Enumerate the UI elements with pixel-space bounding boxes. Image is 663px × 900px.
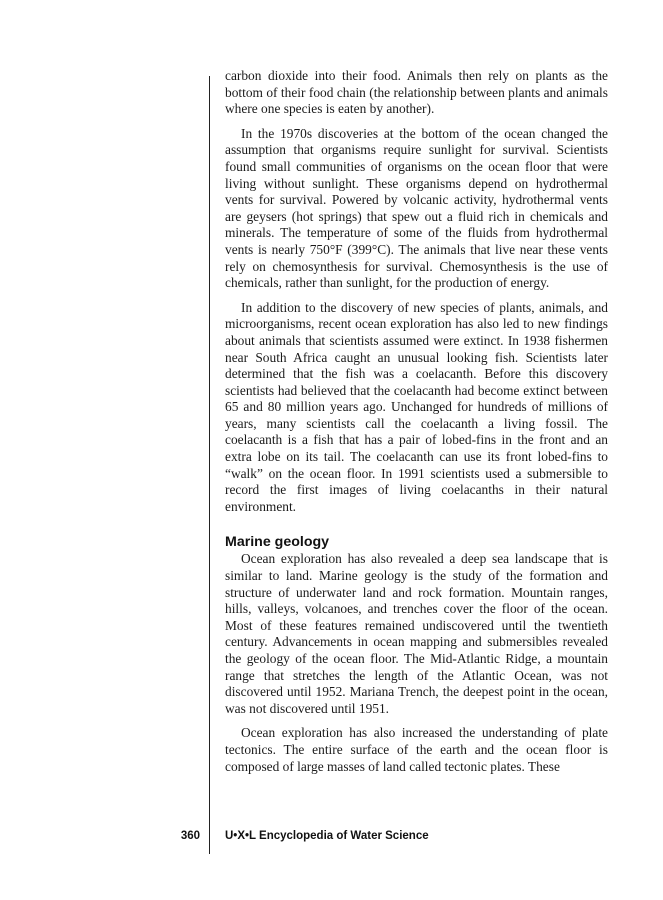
margin-rule (209, 76, 210, 854)
section-heading-marine-geology: Marine geology (225, 534, 330, 551)
paragraph-carbon-dioxide: carbon dioxide into their food. Animals then rely on plants as the bottom of their food chain (the relationship between plants and animals where one species is eaten by another). (225, 68, 608, 117)
paragraph-coelacanth: In addition to the discovery of new species of plants, animals, and microorganisms, recent ocean exploration has also led to new findings about animals that scientists assumed were extinct. In 1938 fishermen near South Africa caught an unusual looking fish. Scientists later determined that the fish was a coelacanth. Before this discovery scientists had believed that the coelacanth had become extinct between 65 and 80 million years ago. Unchanged for hundreds of millions of years, many scientists call the coelacanth a living fossil. The coelacanth is a fish that has a pair of lobed-fins in the front and an extra lobe on its tail. The coelacanth can use its front lobed-fins to “walk” on the ocean floor. In 1991 scientists used a submersible to record the first images of living coelacanths in their natural environment. (225, 299, 608, 514)
page-number: 360 (180, 830, 200, 842)
paragraph-hydrothermal-vents: In the 1970s discoveries at the bottom of the ocean changed the assumption that organisms require sunlight for survival. Scientists found small communities of organisms on the ocean floor that were living without sunlight. These organisms depend on hydrothermal vents for survival. Powered by volcanic activity, hydrothermal vents are geysers (hot springs) that spew out a fluid rich in chemicals and minerals. The temperature of some of the fluids from hydrothermal vents is nearly 750°F (399°C). The animals that live near these vents rely on chemosynthesis for survival. Chemosynthesis is the use of chemicals, rather than sunlight, for the production of energy. (225, 125, 608, 291)
paragraph-plate-tectonics: Ocean exploration has also increased the understanding of plate tectonics. The entire surface of the earth and the ocean floor is composed of large masses of land called tectonic plates. These (225, 725, 608, 774)
paragraph-marine-geology: Ocean exploration has also revealed a deep sea landscape that is similar to land. Marine geology is the study of the formation and structure of underwater land and rock formation. Mountain ranges, hills, valleys, volcanoes, and trenches cover the floor of the ocean. Most of these features remained undiscovered until the twentieth century. Advancements in ocean mapping and submersibles revealed the geology of the ocean floor. The Mid-Atlantic Ridge, a mountain range that stretches the length of the Atlantic Ocean, was not discovered until 1952. Mariana Trench, the deepest point in the ocean, was not discovered until 1951. (225, 551, 608, 716)
book-title: U•X•L Encyclopedia of Water Science (225, 830, 429, 842)
page-body (225, 68, 608, 783)
